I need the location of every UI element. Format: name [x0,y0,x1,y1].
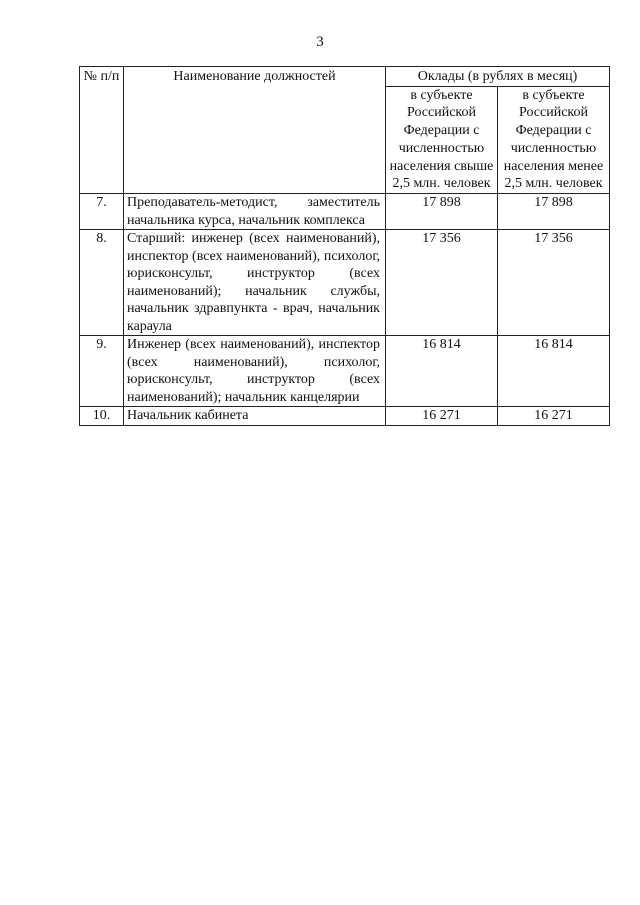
table-row [80,230,610,336]
table-header-row [80,67,610,87]
row-salary-under: 17 356 [498,230,610,336]
table-row [80,407,610,426]
row-salary-over: 16 271 [386,407,498,426]
table-row [80,194,610,230]
row-number: 7. [80,194,124,230]
row-salary-under: 17 898 [498,194,610,230]
header-salary-under-2-5m: в субъекте Российской Федерации с численностью населения менее 2,5 млн. человек [498,86,610,194]
table-row [80,336,610,407]
row-salary-under: 16 814 [498,336,610,407]
row-salary-over: 17 356 [386,230,498,336]
row-position-name: Старший: инженер (всех наименований), инспектор (всех наименований), психолог, юрисконсульт, инструктор (всех наименований); начальник службы, начальник здравпункта - врач, начальник караула [124,230,386,336]
row-position-name: Инженер (всех наименований), инспектор (всех наименований), психолог, юрисконсульт, инструктор (всех наименований); начальник канцелярии [124,336,386,407]
salary-table [79,66,610,426]
row-number: 8. [80,230,124,336]
row-salary-over: 17 898 [386,194,498,230]
header-num: № п/п [80,67,124,194]
row-position-name: Преподаватель-методист, заместитель начальника курса, начальник комплекса [124,194,386,230]
header-salaries-group: Оклады (в рублях в месяц) [386,67,610,87]
row-number: 9. [80,336,124,407]
header-position-name: Наименование должностей [124,67,386,194]
row-number: 10. [80,407,124,426]
page-number: 3 [316,34,324,50]
header-salary-over-2-5m: в субъекте Российской Федерации с численностью населения свыше 2,5 млн. человек [386,86,498,194]
row-salary-over: 16 814 [386,336,498,407]
row-salary-under: 16 271 [498,407,610,426]
row-position-name: Начальник кабинета [124,407,386,426]
